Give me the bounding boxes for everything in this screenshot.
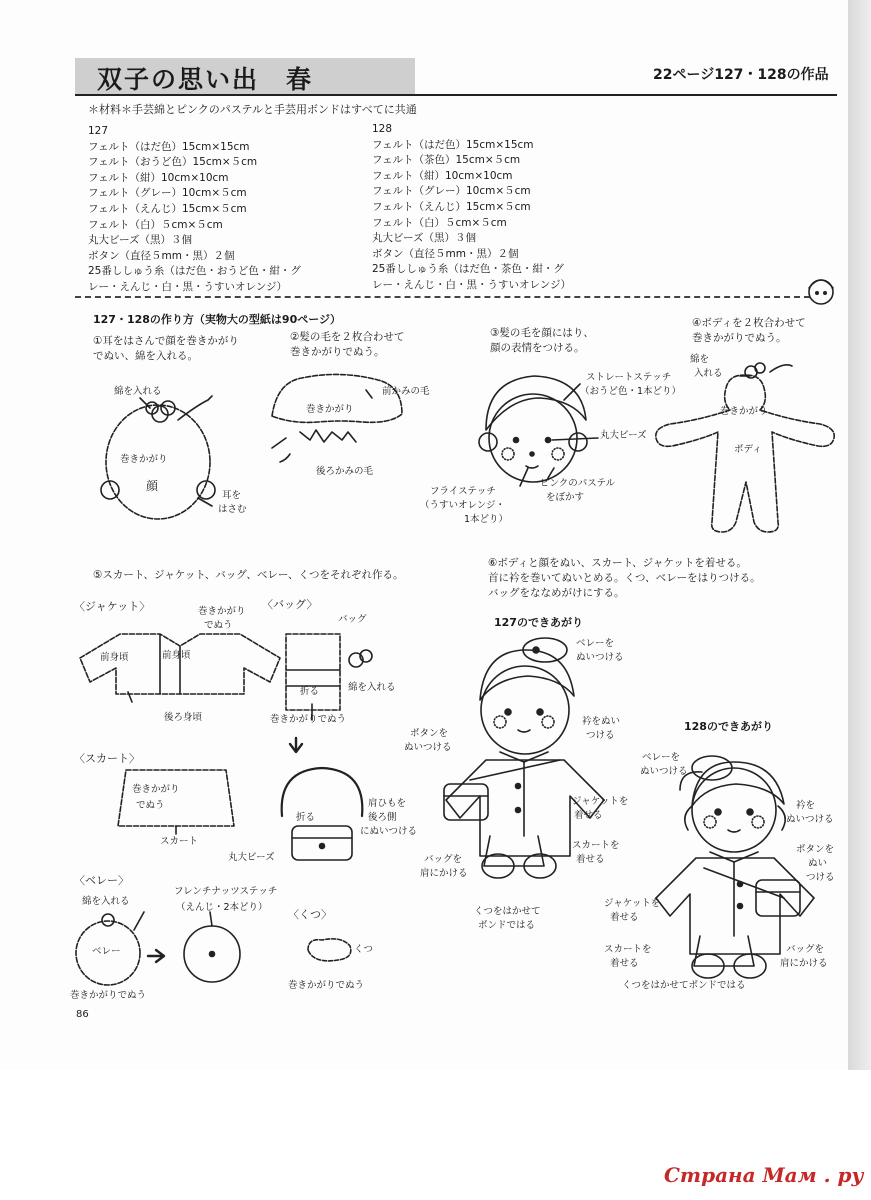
step-2-line: 巻きかがりでぬう。: [290, 346, 385, 358]
label: 肩にかける: [780, 958, 828, 969]
label: 前身頃: [100, 652, 129, 663]
label: 巻きかがり: [132, 784, 180, 795]
label: ピンクのパステル: [540, 478, 616, 489]
label: ボディ: [734, 444, 762, 455]
label: 巻きかがり: [720, 406, 768, 417]
material-line: フェルト（茶色）15cm×５cm: [372, 154, 521, 167]
label: 巻きかがりでぬう: [70, 990, 147, 1001]
label: （えんじ・2本どり）: [176, 902, 268, 913]
material-line: フェルト（グレー）10cm×５cm: [372, 185, 531, 198]
label: ぬい: [808, 858, 828, 869]
label: バッグ: [338, 614, 367, 625]
label: ボタンを: [796, 844, 835, 855]
material-line: フェルト（はだ色）15cm×15cm: [372, 138, 534, 151]
done-128-heading: 128のできあがり: [684, 720, 773, 733]
material-line: ボタン（直径５mm・黒）２個: [88, 249, 235, 262]
done-127-heading: 127のできあがり: [494, 616, 583, 629]
material-line: レー・えんじ・白・黒・うすいオレンジ）: [88, 280, 287, 293]
shoe-pattern-drawing: [308, 939, 351, 961]
label: バッグを: [786, 944, 825, 955]
material-line: フェルト（えんじ）15cm×５cm: [88, 202, 247, 215]
bag-pattern-drawing: [282, 634, 372, 860]
label: スカート: [160, 836, 199, 847]
label: （おうど色・1本どり）: [580, 386, 682, 397]
label: ベレーを: [576, 638, 615, 649]
label: にぬいつける: [360, 826, 418, 837]
label: （うすいオレンジ・: [420, 500, 506, 511]
step-2: [290, 330, 404, 360]
label: バッグを: [424, 854, 463, 865]
label: 折る: [296, 812, 316, 823]
label: 前かみの毛: [382, 386, 430, 397]
label: 肩にかける: [420, 868, 468, 879]
page-reference: 22ページ127・128の作品: [653, 67, 829, 83]
page-number: 86: [76, 1009, 89, 1020]
label: 巻きかがり: [198, 606, 246, 617]
step-5-line: ⑤スカート、ジャケット、バッグ、ベレー、くつをそれぞれ作る。: [93, 569, 404, 581]
label: 綿を: [690, 354, 710, 365]
step-1-line: ①耳をはさんで顔を巻きかがり: [93, 335, 239, 347]
label: 巻きかがりでぬう: [270, 714, 347, 725]
page-edge: [848, 0, 871, 1070]
step-1-line: でぬい、綿を入れる。: [93, 350, 198, 362]
materials-127-heading: 127: [88, 125, 109, 137]
material-line: フェルト（グレー）10cm×５cm: [88, 187, 247, 200]
label: 後ろ身頃: [164, 712, 203, 723]
step-6-line: バッグをななめがけにする。: [488, 587, 625, 599]
label: ぬいつける: [404, 742, 452, 753]
label: 丸大ビーズ: [600, 430, 647, 441]
material-line: フェルト（白）５cm×５cm: [372, 216, 507, 229]
label: はさむ: [218, 504, 247, 515]
label: くつをはかせてボンドではる: [622, 980, 746, 991]
material-line: フェルト（紺）10cm×10cm: [88, 171, 229, 184]
label: 着せる: [576, 854, 605, 865]
label: ベレー: [92, 946, 121, 957]
label: 綿を入れる: [114, 386, 162, 397]
material-line: フェルト（はだ色）15cm×15cm: [88, 140, 250, 153]
jacket-heading: 〈ジャケット〉: [74, 600, 151, 613]
step-5: [93, 568, 403, 583]
step-3: [490, 326, 594, 356]
material-line: ボタン（直径５mm・黒）２個: [372, 247, 519, 260]
label: ボタンを: [410, 728, 449, 739]
step-3-line: 顔の表情をつける。: [490, 342, 585, 354]
label: 巻きかがり: [120, 454, 168, 465]
watermark: Страна Мам . ру: [664, 1163, 864, 1187]
label: 顔: [146, 479, 159, 493]
step-6-line: 首に衿を巻いてぬいとめる。くつ、ベレーをはりつける。: [488, 572, 761, 584]
label: をぼかす: [546, 492, 585, 503]
label: でぬう: [204, 620, 233, 631]
label: 後ろ側: [368, 812, 397, 823]
step-2-line: ②髪の毛を２枚合わせて: [290, 331, 405, 343]
label: くつをはかせて: [474, 906, 541, 917]
label: 着せる: [610, 912, 639, 923]
step-6: [488, 556, 761, 601]
instructions-heading: 127・128の作り方（実物大の型紙は90ページ）: [93, 313, 342, 326]
materials-note: ＊材料＊手芸綿とピンクのパステルと手芸用ボンドはすべてに共通: [88, 103, 417, 116]
label: ベレーを: [642, 752, 681, 763]
step-1: [93, 334, 239, 364]
step-6-line: ⑥ボディと顔をぬい、スカート、ジャケットを着せる。: [488, 557, 747, 569]
label: フレンチナッツステッチ: [174, 886, 278, 897]
material-line: 25番ししゅう糸（はだ色・茶色・紺・グ: [372, 263, 564, 276]
bag-heading: 〈バッグ〉: [262, 598, 318, 611]
material-line: フェルト（おうど色）15cm×５cm: [88, 156, 258, 169]
label: 折る: [300, 686, 320, 697]
label: 丸大ビーズ: [228, 852, 275, 863]
label: 耳を: [222, 490, 242, 501]
label: ジャケットを: [604, 898, 661, 909]
label: つける: [586, 730, 615, 741]
step-4-line: ④ボディを２枚合わせて: [692, 317, 806, 329]
material-line: フェルト（紺）10cm×10cm: [372, 169, 513, 182]
label: ジャケットを: [572, 796, 629, 807]
label: でぬう: [136, 800, 165, 811]
label: ぬいつける: [786, 814, 834, 825]
step-4-line: 巻きかがりでぬう。: [692, 332, 787, 344]
skirt-heading: 〈スカート〉: [74, 752, 140, 765]
label: 1本どり）: [464, 514, 509, 525]
page-title: 双子の思い出 春: [97, 65, 314, 94]
label: ストレートステッチ: [586, 372, 672, 383]
material-line: フェルト（白）５cm×５cm: [88, 218, 223, 231]
label: つける: [806, 872, 835, 883]
label: ぬいつける: [576, 652, 624, 663]
divider-face-icon: [809, 280, 833, 304]
label: ぬいつける: [640, 766, 688, 777]
label: 後ろかみの毛: [316, 466, 374, 477]
label: 綿を入れる: [82, 896, 130, 907]
materials-128-heading: 128: [372, 123, 393, 135]
beret-heading: 〈ベレー〉: [74, 874, 129, 887]
label: 肩ひもを: [368, 798, 407, 809]
step-4: [692, 316, 806, 346]
material-line: フェルト（えんじ）15cm×５cm: [372, 200, 531, 213]
label: ボンドではる: [478, 920, 536, 931]
material-line: レー・えんじ・白・黒・うすいオレンジ）: [372, 278, 571, 291]
label: 巻きかがり: [306, 404, 354, 415]
label: フライステッチ: [430, 486, 496, 497]
label: 巻きかがりでぬう: [288, 980, 365, 991]
label: 前身頃: [162, 650, 191, 661]
label: くつ: [354, 944, 374, 955]
label: スカートを: [604, 944, 652, 955]
jacket-pattern-drawing: [80, 634, 280, 702]
label: 綿を入れる: [348, 682, 396, 693]
shoe-heading: 〈くつ〉: [288, 908, 332, 921]
label: 入れる: [694, 368, 723, 379]
material-line: 25番ししゅう糸（はだ色・おうど色・紺・グ: [88, 265, 301, 278]
step-3-line: ③髪の毛を顔にはり、: [490, 327, 594, 339]
label: 衿を: [796, 800, 816, 811]
material-line: 丸大ビーズ（黒）３個: [88, 234, 193, 247]
label: 着せる: [574, 810, 603, 821]
label: スカートを: [572, 840, 620, 851]
label: 着せる: [610, 958, 639, 969]
material-line: 丸大ビーズ（黒）３個: [372, 232, 477, 245]
label: 衿をぬい: [582, 716, 621, 727]
